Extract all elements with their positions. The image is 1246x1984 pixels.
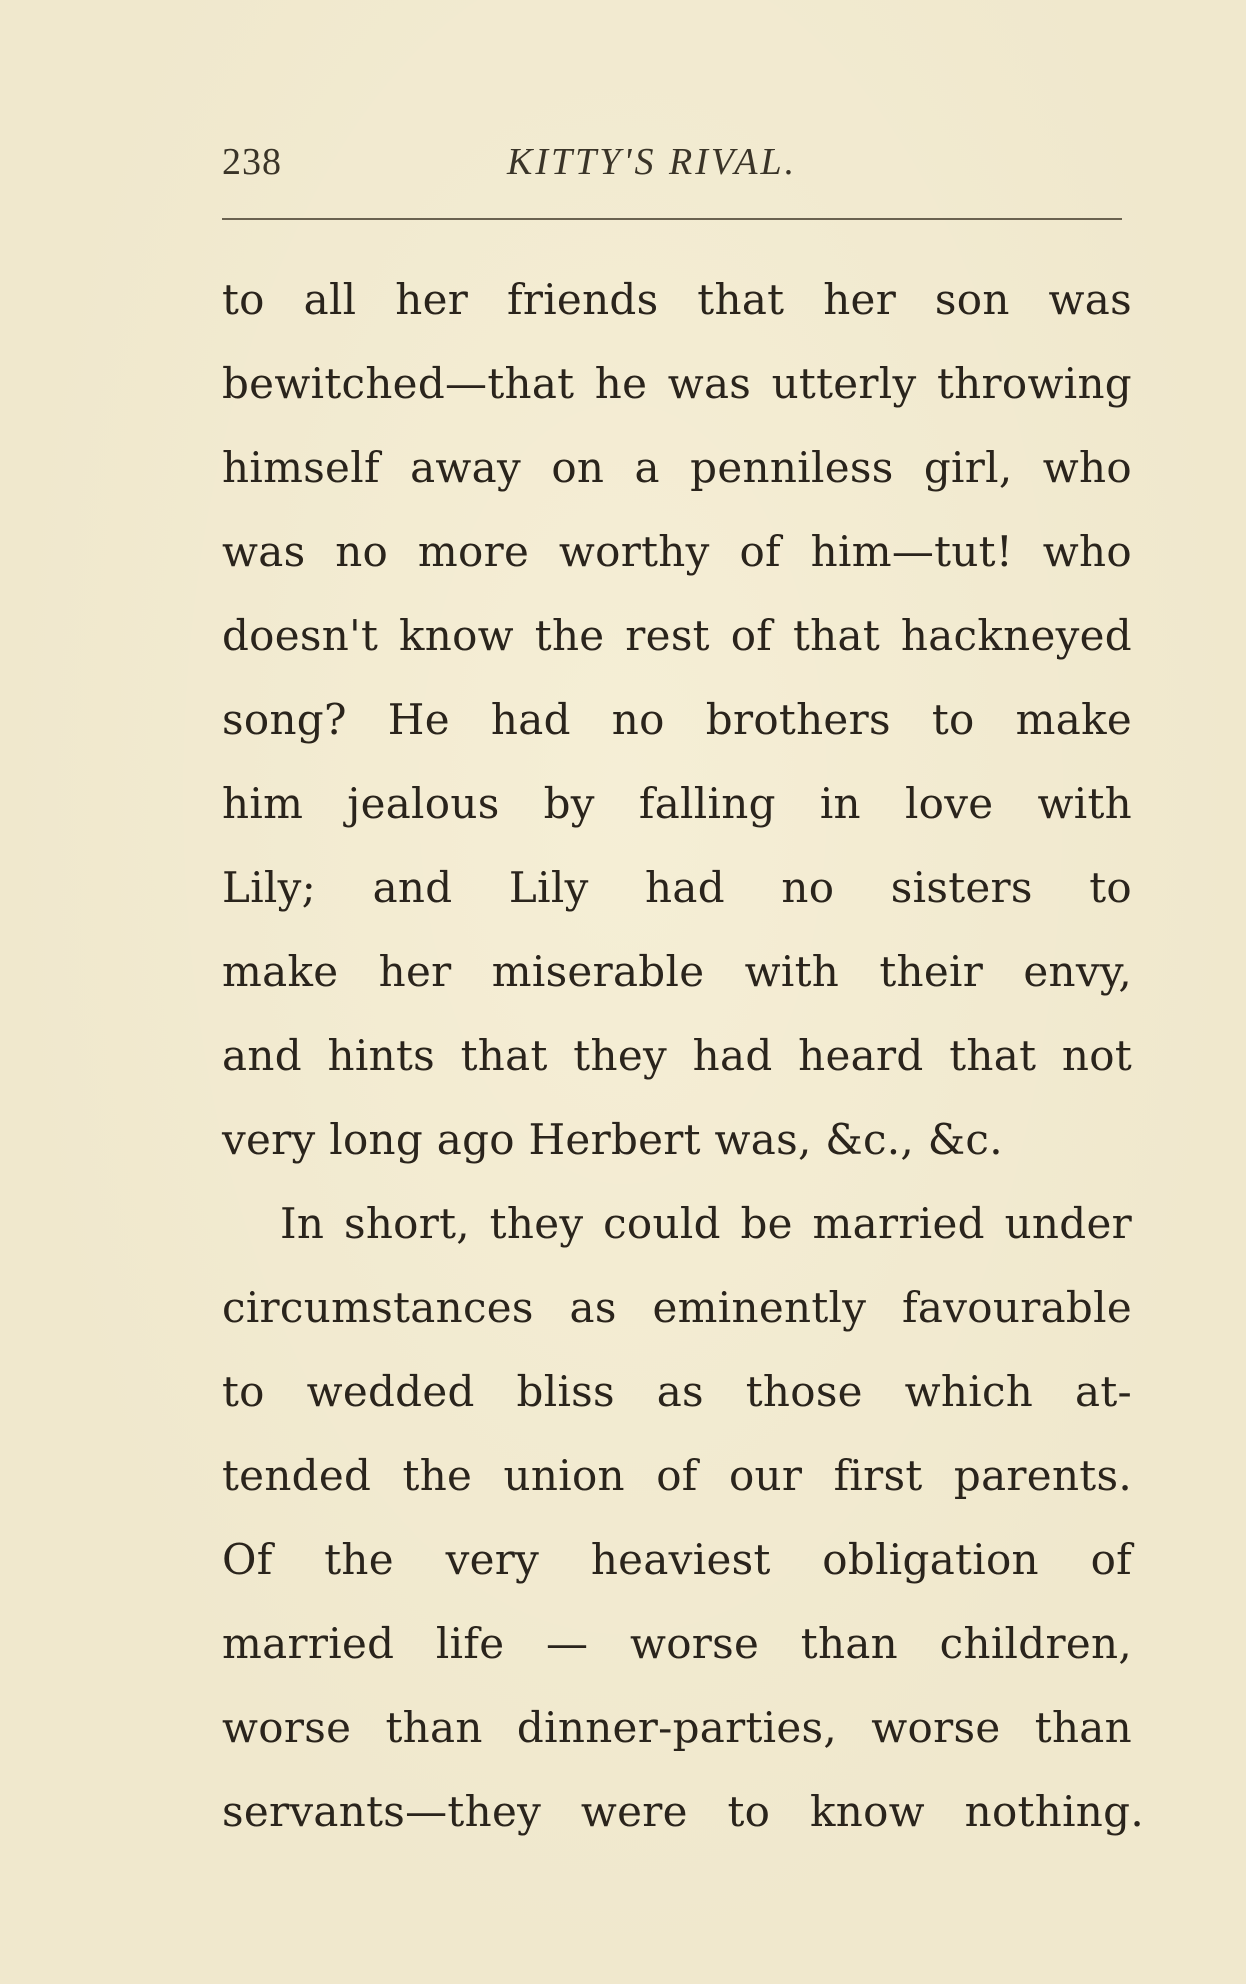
text-line: himself away on a penniless girl, who — [222, 443, 1132, 492]
text-line: song? He had no brothers to make — [222, 695, 1132, 744]
body-text — [222, 258, 1144, 1854]
text-line: doesn't know the rest of that hackneyed — [222, 611, 1132, 660]
text-line: to all her friends that her son was — [222, 275, 1132, 324]
header-rule — [222, 218, 1122, 220]
text-line: servants—they were to know nothing. — [222, 1787, 1144, 1836]
running-title: KITTY'S RIVAL. — [507, 141, 798, 183]
text-line: married life — worse than children, — [222, 1619, 1132, 1668]
text-line: worse than dinner-parties, worse than — [222, 1703, 1132, 1752]
text-line: and hints that they had heard that not — [222, 1031, 1132, 1080]
page-header — [222, 140, 1122, 190]
text-line: to wedded bliss as those which at- — [222, 1367, 1132, 1416]
paragraph-start-line: In short, they could be married under — [280, 1199, 1132, 1248]
text-line: make her miserable with their envy, — [222, 947, 1132, 996]
text-line: Lily; and Lily had no sisters to — [222, 863, 1132, 912]
text-line: very long ago Herbert was, &c., &c. — [222, 1115, 1003, 1164]
page-number: 238 — [222, 141, 282, 183]
text-line: was no more worthy of him—tut! who — [222, 527, 1132, 576]
text-line: him jealous by falling in love with — [222, 779, 1132, 828]
text-line: Of the very heaviest obligation of — [222, 1535, 1132, 1584]
text-line: bewitched—that he was utterly throwing — [222, 359, 1132, 408]
text-line: tended the union of our first parents. — [222, 1451, 1132, 1500]
text-line: circumstances as eminently favourable — [222, 1283, 1132, 1332]
